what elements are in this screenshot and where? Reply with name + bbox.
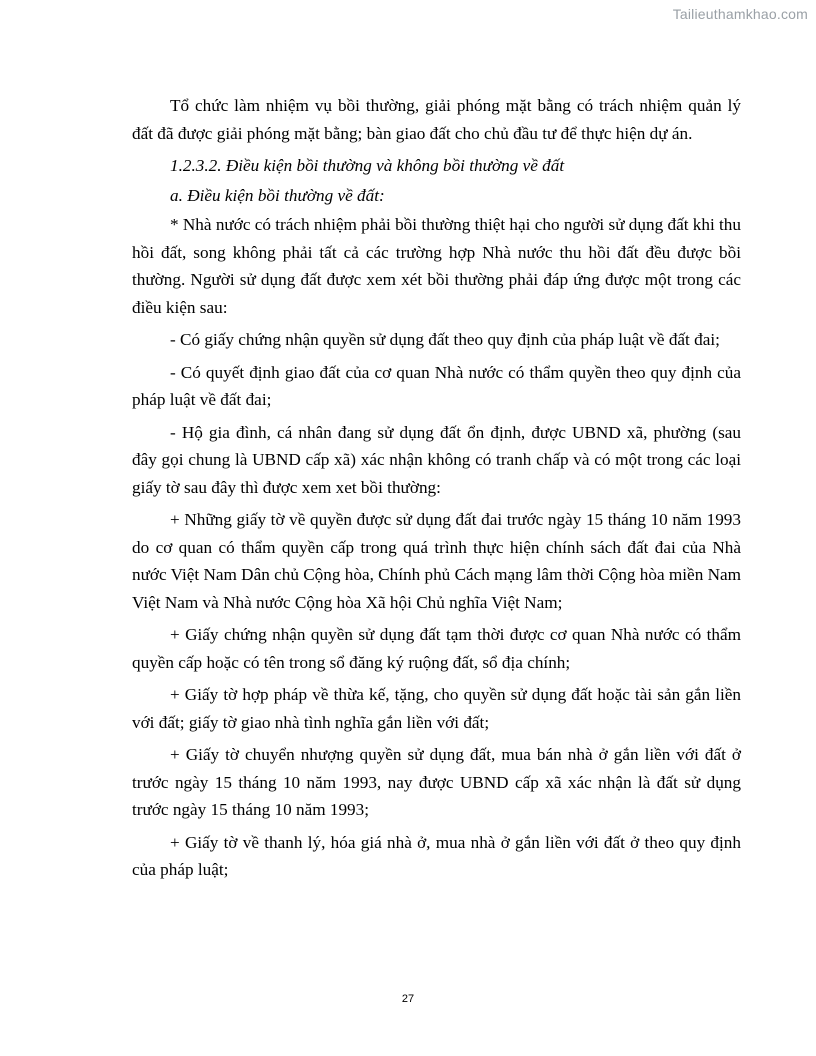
list-item: - Có quyết định giao đất của cơ quan Nhà nước có thẩm quyền theo quy định của pháp luật về đất đai; xyxy=(132,362,741,409)
list-item: - Có giấy chứng nhận quyền sử dụng đất theo quy định của pháp luật về đất đai; xyxy=(170,330,720,349)
sub-list-item: + Giấy tờ hợp pháp về thừa kế, tặng, cho quyền sử dụng đất hoặc tài sản gắn liền với đất; giấy tờ giao nhà tình nghĩa gắn liền với đất; xyxy=(132,685,741,732)
sub-list-item: + Giấy tờ chuyển nhượng quyền sử dụng đất, mua bán nhà ở gắn liền với đất ở trước ngày 15 tháng 10 năm 1993, nay được UBND cấp xã xác nhận là đất sử dụng trước ngày 15 tháng 10 năm 1993; xyxy=(132,745,741,819)
watermark: Tailieuthamkhao.com xyxy=(672,6,808,22)
list-item: - Hộ gia đình, cá nhân đang sử dụng đất ổn định, được UBND xã, phường (sau đây gọi chung là UBND cấp xã) xác nhận không có tranh chấp và có một trong các loại giấy tờ sau đây thì được xem xet bồi thường: xyxy=(132,422,741,497)
section-heading: 1.2.3.2. Điều kiện bồi thường và không bồi thường về đất xyxy=(170,156,565,175)
sub-list-item: + Giấy tờ về thanh lý, hóa giá nhà ở, mua nhà ở gắn liền với đất ở theo quy định của pháp luật; xyxy=(132,832,741,879)
sub-list-item: + Những giấy tờ về quyền được sử dụng đất đai trước ngày 15 tháng 10 năm 1993 do cơ quan có thẩm quyền cấp trong quá trình thực hiện chính sách đất đai của Nhà nước Việt Nam Dân chủ Cộng hòa, Chính phủ Cách mạng lâm thời Cộng hòa miền Nam Việt Nam và Nhà nước Cộng hòa Xã hội Chủ nghĩa Việt Nam; xyxy=(132,510,741,612)
page-number: 27 xyxy=(401,993,415,1005)
paragraph-intro: Tổ chức làm nhiệm vụ bồi thường, giải phóng mặt bằng có trách nhiệm quản lý đất đã được giải phóng mặt bằng; bàn giao đất cho chủ đầu tư để thực hiện dự án. xyxy=(132,96,741,143)
paragraph-conditions: * Nhà nước có trách nhiệm phải bồi thường thiệt hại cho người sử dụng đất khi thu hồi đất, song không phải tất cả các trường hợp Nhà nước thu hồi đất đều được bồi thường. Người sử dụng đất được xem xét bồi thường phải đáp ứng được một trong các điều kiện sau: xyxy=(132,215,741,317)
document-body xyxy=(132,92,741,889)
sub-list-item: + Giấy chứng nhận quyền sử dụng đất tạm thời được cơ quan Nhà nước có thẩm quyền cấp hoặc có tên trong sổ đăng ký ruộng đất, sổ địa chính; xyxy=(132,625,741,672)
subsection-heading: a. Điều kiện bồi thường về đất: xyxy=(170,185,385,205)
